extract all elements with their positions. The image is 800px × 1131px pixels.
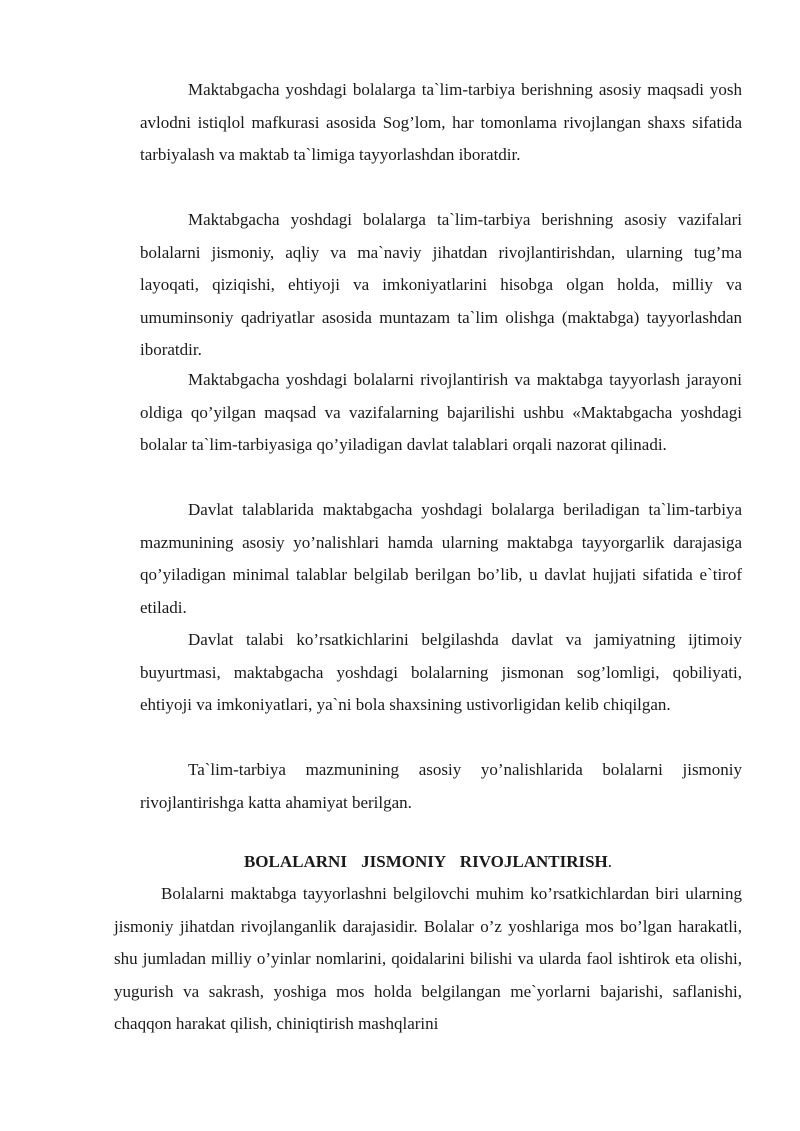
paragraph-5: Davlat talabi ko’rsatkichlarini belgilashda davlat va jamiyatning ijtimoiy buyurtmasi, maktabgacha yoshdagi bolalarning jismonan sog’lomligi, qobiliyati, ehtiyoji va imkoniyatlari, ya`ni bola shaxsining ustivorligidan kelib chiqilgan. xyxy=(140,630,742,715)
section-heading-punct: . xyxy=(607,852,613,871)
paragraph-6: Ta`lim-tarbiya mazmunining asosiy yo’nalishlarida bolalarni jismoniy rivojlantirishga katta ahamiyat berilgan. xyxy=(140,760,742,812)
paragraph-4: Davlat talablarida maktabgacha yoshdagi bolalarga beriladigan ta`lim-tarbiya mazmunining asosiy yo’nalishlari hamda ularning maktabga tayyorgarlik darajasiga qo’yiladigan minimal talablar belgilab berilgan bo’lib, u davlat hujjati sifatida e`tirof etiladi. xyxy=(140,500,742,617)
paragraph-1: Maktabgacha yoshdagi bolalarga ta`lim-tarbiya berishning asosiy maqsadi yosh avlodni istiqlol mafkurasi asosida Sog’lom, har tomonlama rivojlangan shaxs sifatida tarbiyalash va maktab ta`limiga tayyorlashdan iboratdir. xyxy=(140,80,742,165)
paragraph-3: Maktabgacha yoshdagi bolalarni rivojlantirish va maktabga tayyorlash jarayoni oldiga qo’yilgan maqsad va vazifalarning bajarilishi ushbu «Maktabgacha yoshdagi bolalar ta`lim-tarbiyasiga qo’yiladigan davlat talablari orqali nazorat qilinadi. xyxy=(140,370,742,455)
paragraph-2: Maktabgacha yoshdagi bolalarga ta`lim-tarbiya berishning asosiy vazifalari bolalarni jismoniy, aqliy va ma`naviy jihatdan rivojlantirishdan, ularning tug’ma layoqati, qiziqishi, ehtiyoji va imkoniyatlarini hisobga olgan holda, milliy va umuminsoniy qadriyatlar asosida muntazam ta`lim olishga (maktabga) tayyorlashdan iboratdir. xyxy=(140,210,742,360)
paragraph-7: Bolalarni maktabga tayyorlashni belgilovchi muhim ko’rsatkichlardan biri ularning jismoniy jihatdan rivojlanganlik darajasidir. Bolalar o’z yoshlariga mos bo’lgan harakatli, shu jumladan milliy o’yinlar nomlarini, qoidalarini bilishi va ularda faol ishtirok eta olishi, yugurish va sakrash, yoshiga mos holda belgilangan me`yorlarni bajarishi, saflanishi, chaqqon harakat qilish, chiniqtirish mashqlarini xyxy=(114,884,742,1034)
section-heading xyxy=(114,846,742,878)
section-heading-text: BOLALARNI JISMONIY RIVOJLANTIRISH xyxy=(243,852,608,871)
